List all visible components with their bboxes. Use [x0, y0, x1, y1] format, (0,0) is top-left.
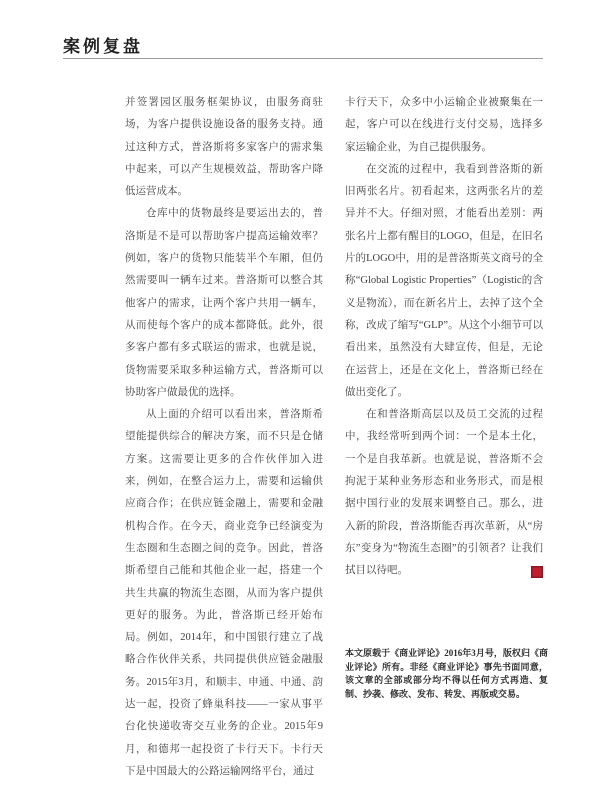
paragraph [345, 404, 543, 582]
copyright-notice: 本文原载于《商业评论》2016年3月号，版权归《商业评论》所有。非经《商业评论》事先书面同意，该文章的全部或部分均不得以任何方式再造、复制、抄袭、修改、发布、转发、再版或交易。 [345, 648, 548, 699]
article-left-column [125, 92, 323, 783]
paragraph: 卡行天下，众多中小运输企业被聚集在一起，客户可以在线进行支付交易，选择多家运输企业，为自己提供服务。 [345, 97, 543, 153]
paragraph: 并签署园区服务框架协议，由服务商驻场，为客户提供设施设备的服务支持。通过这种方式，普洛斯将多家客户的需求集中起来，可以产生规模效益，帮助客户降低运营成本。 [125, 97, 323, 198]
section-header: 案例复盘 [63, 37, 143, 56]
paragraph-text: 在和普洛斯高层以及员工交流的过程中，我经常听到两个词：一个是本土化，一个是自我革新。也就是说，普洛斯不会拘泥于某种业务形态和业务形式，而是根据中国行业的发展来调整自己。那么，进入新的阶段，普洛斯能否再次革新，从“房东”变身为“物流生态圈”的引领者？让我们拭目以待吧。 [345, 409, 543, 577]
paragraph: 从上面的介绍可以看出来，普洛斯希望能提供综合的解决方案，而不只是仓储方案。这需要让更多的合作伙伴加入进来，例如，在整合运力上，需要和运输供应商合作；在供应链金融上，需要和金融机构合作。在今天，商业竞争已经演变为生态圈和生态圈之间的竞争。因此，普洛斯希望自己能和其他企业一起，搭建一个共生共赢的物流生态圈，从而为客户提供更好的服务。为此，普洛斯已经开始布局。例如，2014年，和中国银行建立了战略合作伙伴关系，共同提供供应链金融服务。2015年3月，和顺丰、申通、中通、韵达一起，投资了蜂巢科技——一家从事平台化快递收寄交互业务的企业。2015年9月，和德邦一起投资了卡行天下。卡行天下是中国最大的公路运输网络平台，通过 [125, 409, 323, 777]
paragraph: 仓库中的货物最终是要运出去的，普洛斯是不是可以帮助客户提高运输效率？例如，客户的货物只能装半个车厢，但仍然需要叫一辆车过来。普洛斯可以整合其他客户的需求，让两个客户共用一辆车，从而使每个客户的成本都降低。此外，很多客户都有多式联运的需求，也就是说，货物需要采取多种运输方式，普洛斯可以协助客户做最优的选择。 [125, 208, 323, 398]
header-divider-rule [63, 58, 543, 59]
paragraph: 在交流的过程中，我看到普洛斯的新旧两张名片。初看起来，这两张名片的差异并不大。仔细对照，才能看出差别：两张名片上都有醒目的LOGO，但是，在旧名片的LOGO中，用的是普洛斯英文商号的全称“Global Logistic Properties”（Logistic的含义是物流），而在新名片上，去掉了这个全称，改成了缩写“GLP”。从这个小细节可以看出来，虽然没有大肆宣传，但是，无论在运营上，还是在文化上，普洛斯已经在做出变化了。 [345, 163, 543, 398]
article-end-square-icon [531, 566, 543, 578]
